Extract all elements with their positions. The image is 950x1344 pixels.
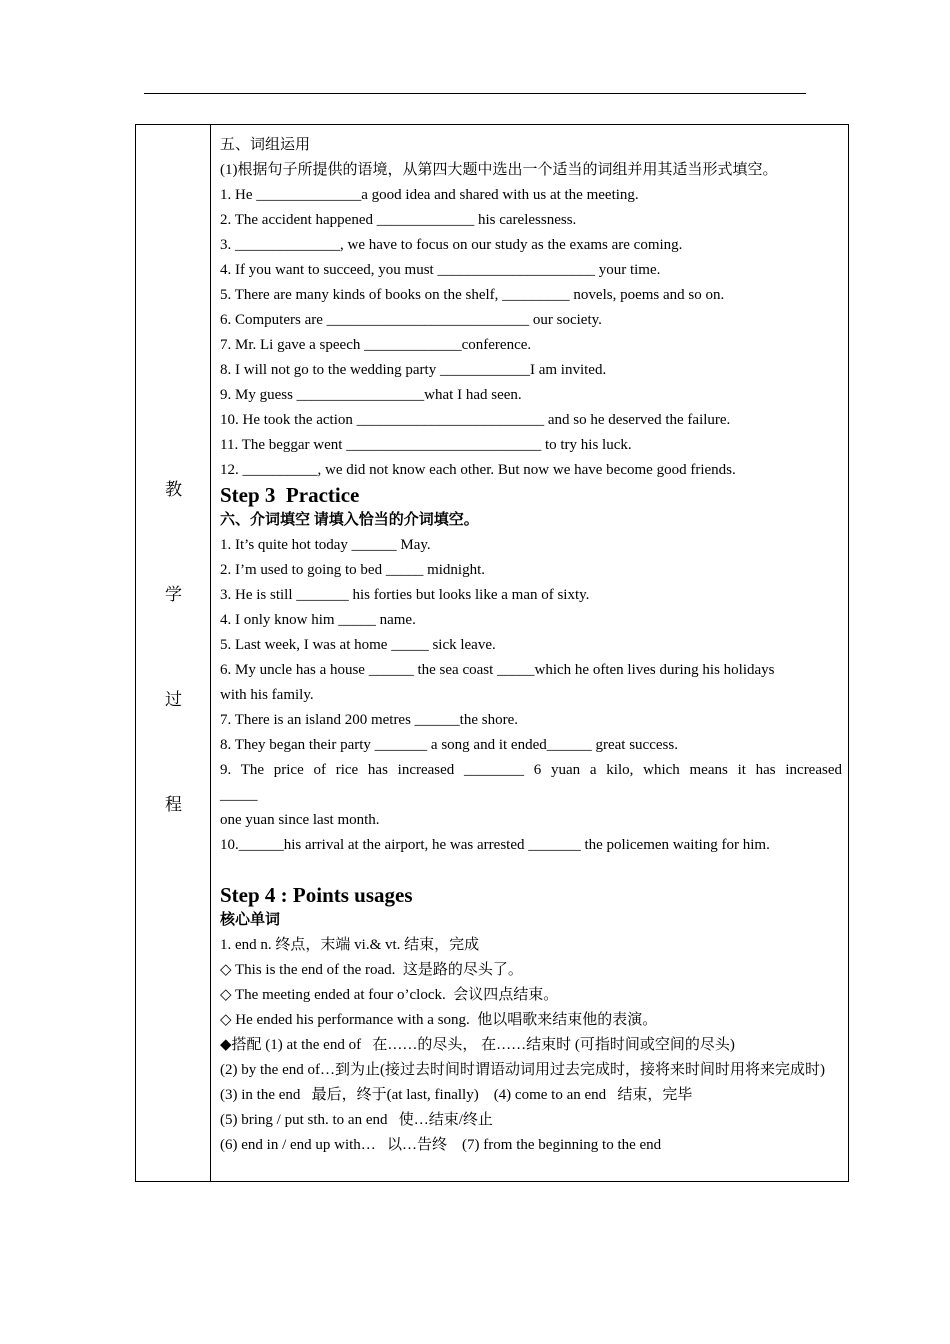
exercise-item: 3. ______________, we have to focus on our study as the exams are coming. (220, 237, 683, 253)
exercise-item: 9. My guess _________________what I had seen. (220, 387, 522, 403)
practice-item-cont: with his family. (220, 687, 314, 703)
usage-line: 1. end n. 终点，末端 vi.& vt. 结束，完成 (220, 937, 480, 953)
header-rule (144, 93, 806, 94)
practice-item: 8. They began their party _______ a song and it ended______ great success. (220, 737, 678, 753)
usage-line: ◆搭配 (1) at the end of 在……的尽头， 在……结束时 (可指时间或空间的尽头) (220, 1037, 735, 1053)
exercise-item: 1. He ______________a good idea and shared with us at the meeting. (220, 187, 639, 203)
practice-item: 2. I’m used to going to bed _____ midnight. (220, 562, 485, 578)
label-column (136, 125, 211, 1181)
exercise-item: 11. The beggar went __________________________ to try his luck. (220, 437, 632, 453)
step4-heading: Step 4 : Points usages (220, 883, 413, 907)
practice-item: 10.______his arrival at the airport, he was arrested _______ the policemen waiting for him. (220, 837, 770, 853)
step4-subtitle: 核心单词 (220, 912, 281, 928)
practice-item: 3. He is still _______ his forties but looks like a man of sixty. (220, 587, 590, 603)
practice-item-cont: one yuan since last month. (220, 812, 380, 828)
content-cell (220, 133, 842, 1158)
section5-title: 五、词组运用 (220, 137, 311, 153)
practice-item-cont: _____ (220, 787, 258, 803)
practice-item: 5. Last week, I was at home _____ sick leave. (220, 637, 496, 653)
practice-item: 7. There is an island 200 metres ______the shore. (220, 712, 518, 728)
exercise-item: 7. Mr. Li gave a speech _____________conference. (220, 337, 532, 353)
usage-line: (6) end in / end up with… 以…告终 (7) from the beginning to the end (220, 1137, 662, 1153)
practice-item: 1. It’s quite hot today ______ May. (220, 537, 431, 553)
practice-item: 9. The price of rice has increased ________ 6 yuan a kilo, which means it has increased (220, 762, 842, 778)
lesson-table (135, 124, 849, 1182)
spacer (220, 858, 842, 883)
label-char-2: 学 (165, 585, 182, 604)
practice-item: 4. I only know him _____ name. (220, 612, 416, 628)
exercise-item: 5. There are many kinds of books on the shelf, _________ novels, poems and so on. (220, 287, 725, 303)
exercise-item: 10. He took the action _________________________ and so he deserved the failure. (220, 412, 731, 428)
section5-instruction: (1)根据句子所提供的语境，从第四大题中选出一个适当的词组并用其适当形式填空。 (220, 162, 778, 178)
exercise-item: 12. __________, we did not know each other. But now we have become good friends. (220, 462, 736, 478)
exercise-item: 2. The accident happened _____________ his carelessness. (220, 212, 577, 228)
usage-line: (5) bring / put sth. to an end 使…结束/终止 (220, 1112, 493, 1128)
usage-line: (3) in the end 最后，终于(at last, finally) (4) come to an end 结束，完毕 (220, 1087, 693, 1103)
usage-line: ◇ The meeting ended at four o’clock. 会议四点结束。 (220, 987, 559, 1003)
step3-heading: Step 3 Practice (220, 483, 360, 507)
usage-paragraph: (2) by the end of…到为止(接过去时间时谓语动词用过去完成时，接将来时间时用将来完成时) (220, 1062, 825, 1078)
usage-line: ◇ He ended his performance with a song. 他以唱歌来结束他的表演。 (220, 1012, 658, 1028)
label-char-4: 程 (165, 795, 182, 814)
practice-item: 6. My uncle has a house ______ the sea coast _____which he often lives during his holidays (220, 662, 775, 678)
label-char-1: 教 (165, 480, 182, 499)
label-char-3: 过 (165, 690, 182, 709)
usage-line: ◇ This is the end of the road. 这是路的尽头了。 (220, 962, 523, 978)
exercise-item: 6. Computers are ___________________________ our society. (220, 312, 602, 328)
exercise-item: 4. If you want to succeed, you must _____________________ your time. (220, 262, 661, 278)
step3-subtitle: 六、介词填空 请填入恰当的介词填空。 (220, 512, 479, 528)
exercise-item: 8. I will not go to the wedding party ____________I am invited. (220, 362, 607, 378)
